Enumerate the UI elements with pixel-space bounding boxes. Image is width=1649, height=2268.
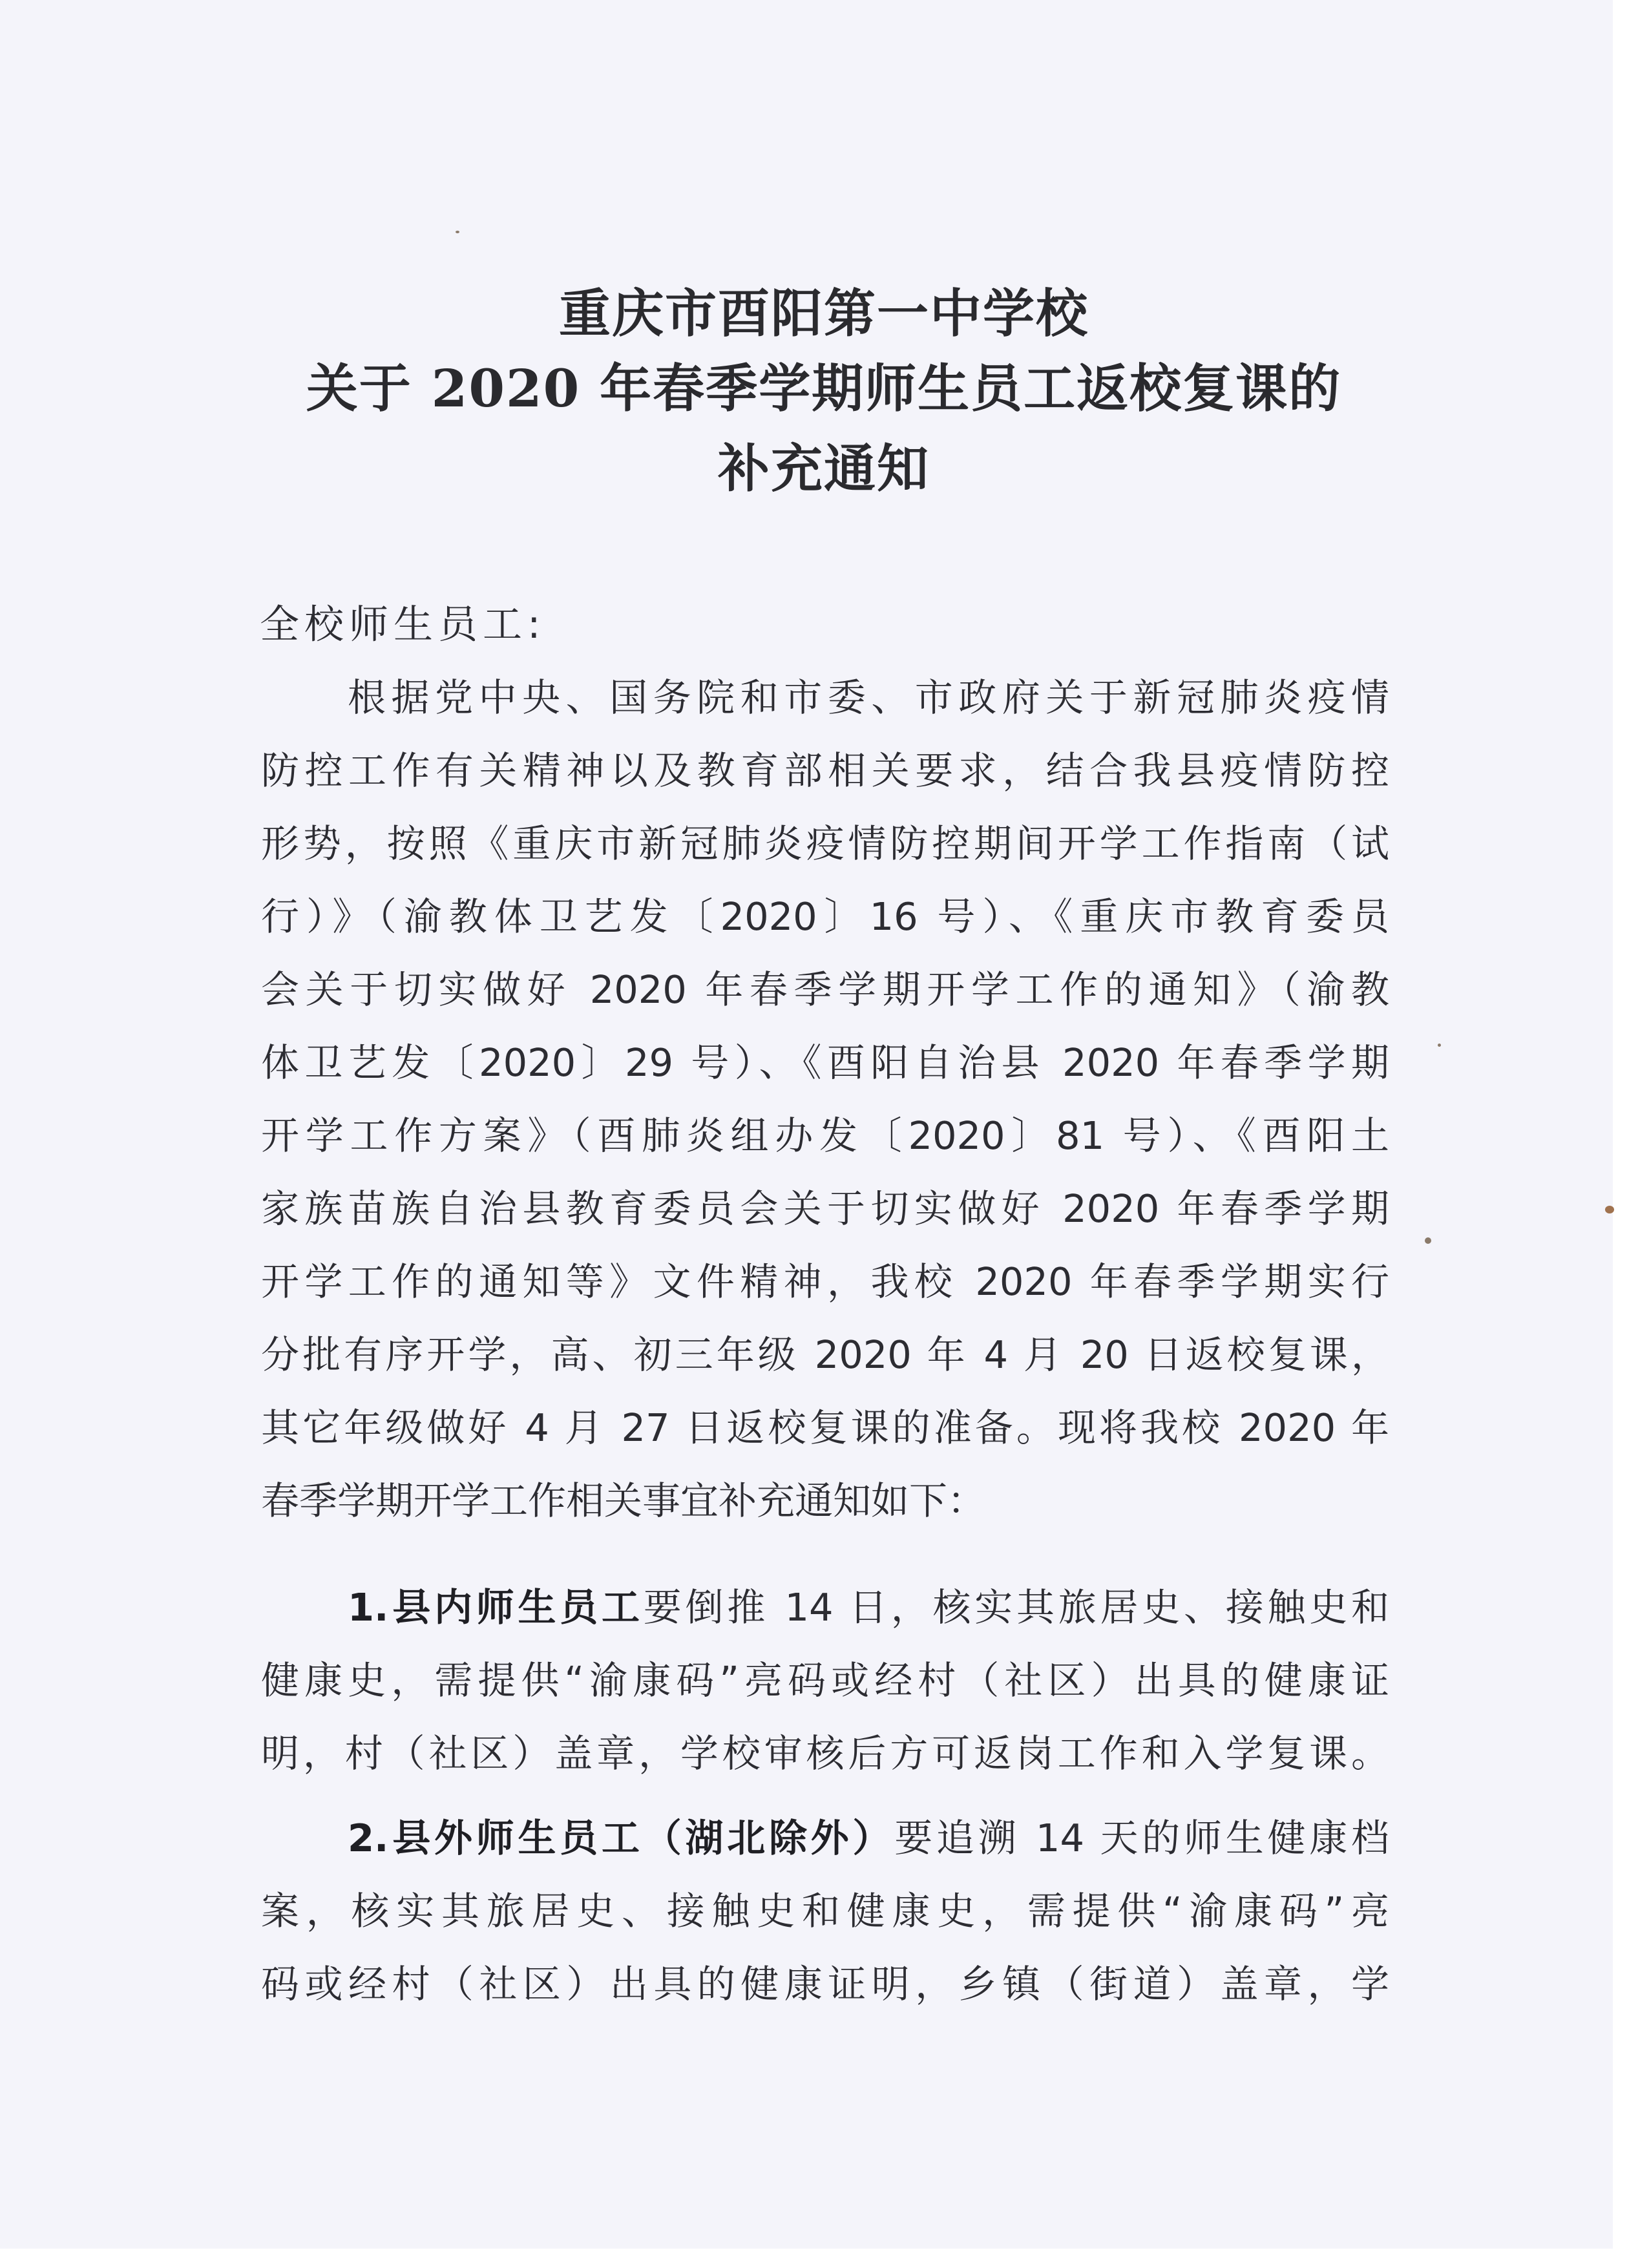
scan-speck <box>456 231 459 233</box>
body-line: 春季学期开学工作相关事宜补充通知如下： <box>261 1478 986 1523</box>
body-line: 体卫艺发〔2020〕29 号）、《酉阳自治县 2020 年春季学期 <box>261 1040 1389 1085</box>
item-1-line <box>348 1582 1389 1633</box>
item-2-text: 要追溯 14 天的师生健康档 <box>894 1816 1389 1860</box>
item-2-line: 案，核实其旅居史、接触史和健康史，需提供“渝康码”亮 <box>261 1889 1389 1933</box>
salutation: 全校师生员工: <box>260 602 546 647</box>
body-line: 开学工作的通知等》文件精神，我校 2020 年春季学期实行 <box>261 1259 1389 1304</box>
body-line: 开学工作方案》（酉肺炎组办发〔2020〕81 号）、《酉阳土 <box>261 1113 1389 1158</box>
body-line: 根据党中央、国务院和市委、市政府关于新冠肺炎疫情 <box>348 675 1389 720</box>
item-1-line: 健康史，需提供“渝康码”亮码或经村（社区）出具的健康证 <box>261 1658 1389 1703</box>
title-subject: 关于 2020 年春季学期师生员工返校复课的 <box>306 358 1342 419</box>
item-1-text: 要倒推 14 日，核实其旅居史、接触史和 <box>643 1585 1389 1630</box>
scan-edge-bottom <box>0 2249 1649 2268</box>
item-2-heading: 2.县外师生员工（湖北除外） <box>348 1816 895 1860</box>
item-1-heading: 1.县内师生员工 <box>348 1585 644 1630</box>
body-line: 会关于切实做好 2020 年春季学期开学工作的通知》（渝教 <box>261 967 1389 1012</box>
title-school-name: 重庆市酉阳第一中学校 <box>559 283 1089 344</box>
item-2-line <box>348 1812 1389 1864</box>
body-line: 分批有序开学，高、初三年级 2020 年 4 月 20 日返校复课， <box>261 1332 1389 1377</box>
body-line: 行）》（渝教体卫艺发〔2020〕16 号）、《重庆市教育委员 <box>261 894 1389 939</box>
body-line: 形势，按照《重庆市新冠肺炎疫情防控期间开学工作指南（试 <box>261 821 1389 866</box>
title-notice-type: 补充通知 <box>718 438 930 499</box>
scan-speck <box>1438 1044 1441 1047</box>
scan-speck <box>1425 1237 1431 1244</box>
item-2-line: 码或经村（社区）出具的健康证明，乡镇（街道）盖章，学 <box>261 1962 1389 2006</box>
scan-edge-right <box>1613 0 1649 2268</box>
scan-speck <box>1605 1206 1614 1213</box>
body-line: 其它年级做好 4 月 27 日返校复课的准备。现将我校 2020 年 <box>261 1405 1389 1450</box>
item-1-line: 明，村（社区）盖章，学校审核后方可返岗工作和入学复课。 <box>261 1731 1389 1776</box>
body-line: 防控工作有关精神以及教育部相关要求，结合我县疫情防控 <box>261 748 1389 793</box>
body-line: 家族苗族自治县教育委员会关于切实做好 2020 年春季学期 <box>261 1186 1389 1231</box>
